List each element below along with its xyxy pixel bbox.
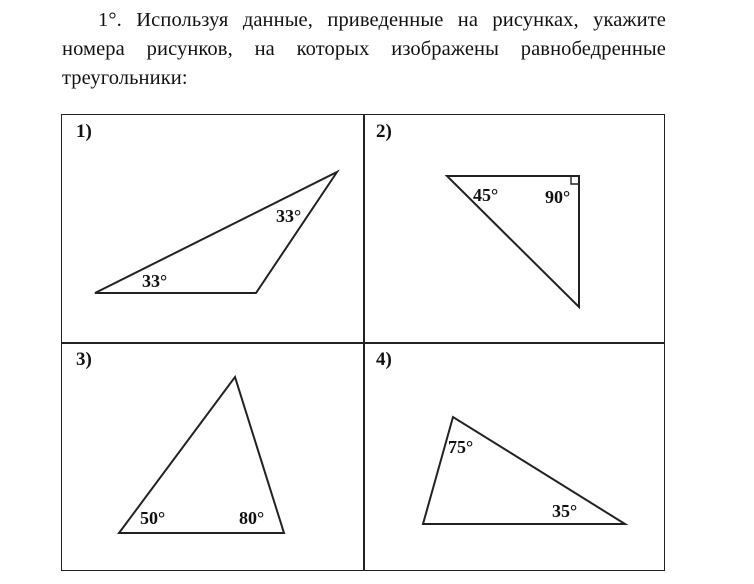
figure-2-label: 2)	[376, 121, 392, 142]
figures-drawing	[62, 115, 666, 572]
figure-1-triangle	[95, 172, 337, 293]
figure-1-angle-left: 33°	[142, 271, 168, 291]
figure-4-angle-right: 35°	[552, 501, 578, 521]
figure-3-label: 3)	[76, 349, 92, 370]
figure-2-right-angle-mark	[571, 176, 579, 184]
figure-1-label: 1)	[76, 121, 92, 142]
figure-1-angle-right: 33°	[276, 206, 302, 226]
problem-text: Используя данные, приведенные на рисунках, укажите номера рисунков, на которых изображены равнобедренные треугольники:	[62, 9, 666, 89]
figure-2-angle-left: 45°	[473, 185, 499, 205]
figures-grid	[61, 114, 665, 571]
figure-2-angle-right: 90°	[545, 187, 571, 207]
figure-3-angle-left: 50°	[140, 508, 166, 528]
problem-statement	[62, 6, 666, 93]
figure-4-label: 4)	[376, 349, 392, 370]
figure-4-angle-top: 75°	[448, 437, 474, 457]
problem-number: 1°.	[98, 9, 122, 31]
figure-3-angle-right: 80°	[239, 508, 265, 528]
figure-4-triangle	[423, 417, 625, 524]
